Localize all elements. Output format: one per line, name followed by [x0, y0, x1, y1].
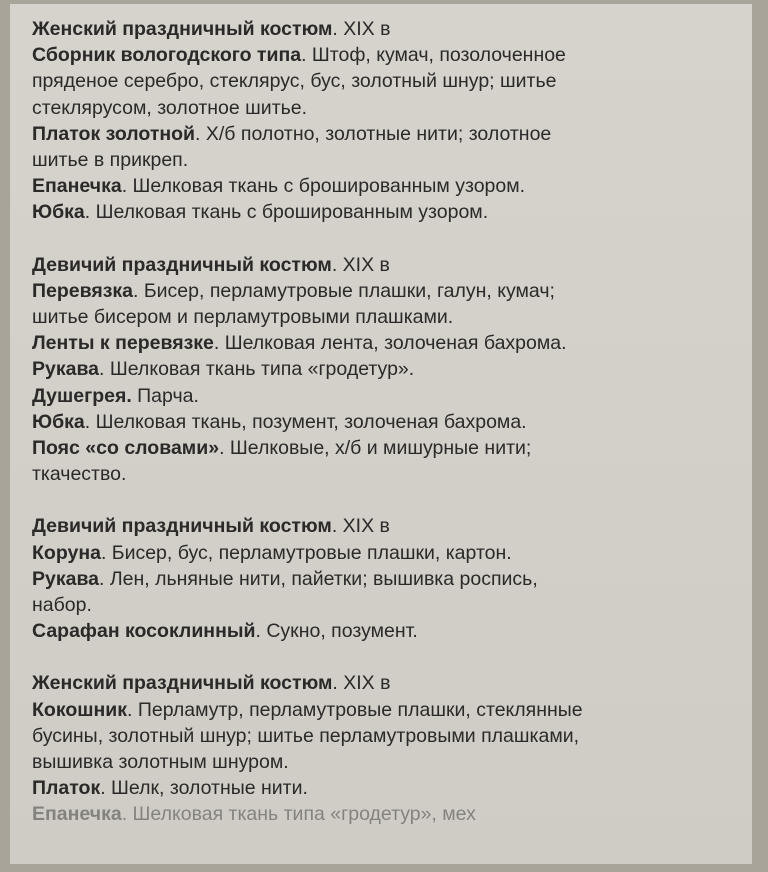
costume-title: Женский праздничный костюм	[32, 18, 333, 40]
costume-group	[32, 252, 738, 488]
item-name: Епанечка	[32, 175, 122, 198]
item-materials: . Шелковые, х/б и мишурные нити;	[219, 437, 532, 460]
item-name: Рукава	[32, 567, 100, 590]
item-line	[32, 199, 738, 225]
costume-group	[32, 16, 738, 226]
item-line	[32, 618, 738, 644]
item-materials: шитье в прикреп.	[32, 149, 189, 172]
item-name: Епанечка	[32, 803, 122, 826]
item-name: Пояс «со словами»	[32, 437, 220, 460]
item-name: Платок	[32, 777, 101, 800]
item-name: Юбка	[32, 410, 85, 433]
item-line	[32, 42, 738, 68]
costume-heading	[32, 252, 738, 278]
item-line	[32, 775, 738, 801]
item-line	[32, 461, 738, 487]
item-line	[32, 278, 738, 304]
item-materials: стеклярусом, золотное шитье.	[32, 96, 308, 119]
costume-heading	[32, 670, 738, 696]
item-name: Душегрея.	[32, 384, 132, 407]
item-line	[32, 697, 738, 723]
costume-heading	[32, 513, 738, 539]
item-materials: вышивка золотным шнуром.	[32, 751, 289, 774]
item-materials: . Шелк, золотные нити.	[100, 777, 308, 800]
item-materials: . Лен, льняные нити, пайетки; вышивка роспись,	[99, 567, 538, 590]
item-materials: . Бисер, бус, перламутровые плашки, картон.	[100, 541, 512, 564]
item-materials: . Шелковая ткань типа «гродетур», мех	[121, 803, 476, 826]
item-materials: бусины, золотный шнур; шитье перламутровыми плашками,	[32, 724, 580, 747]
item-name: Кокошник	[32, 698, 128, 721]
item-line	[32, 147, 738, 173]
costume-century: . XIX в	[331, 253, 390, 276]
item-line	[32, 304, 738, 330]
item-line	[32, 409, 738, 435]
item-materials: . Шелковая лента, золоченая бахрома.	[213, 332, 567, 355]
item-line	[32, 801, 738, 827]
costume-title: Женский праздничный костюм	[32, 672, 333, 695]
item-name: Сарафан косоклинный	[32, 620, 256, 643]
costume-heading	[32, 16, 738, 42]
item-materials: . Шелковая ткань с брошированным узором.	[84, 201, 489, 224]
costume-group	[32, 513, 738, 644]
costume-title: Девичий праздничный костюм	[32, 515, 332, 538]
item-materials: . Х/б полотно, золотные нити; золотное	[195, 122, 552, 145]
item-line	[32, 592, 738, 618]
item-name: Рукава	[32, 358, 100, 381]
item-name: Перевязка	[32, 279, 134, 302]
item-materials: . Шелковая ткань типа «гродетур».	[99, 358, 415, 381]
item-line	[32, 749, 738, 775]
item-name: Ленты к перевязке	[32, 332, 214, 355]
costume-century: . XIX в	[331, 515, 390, 538]
item-line	[32, 68, 738, 94]
item-line	[32, 566, 738, 592]
item-materials: ткачество.	[32, 463, 127, 486]
item-materials: Парча.	[131, 384, 199, 407]
item-materials: . Сукно, позумент.	[255, 620, 418, 643]
item-materials: набор.	[32, 594, 92, 617]
item-line	[32, 121, 738, 147]
item-materials: . Шелковая ткань с брошированным узором.	[121, 175, 526, 198]
item-line	[32, 435, 738, 461]
item-materials: . Шелковая ткань, позумент, золоченая бахрома.	[84, 410, 527, 433]
item-materials: . Перламутр, перламутровые плашки, стеклянные	[127, 698, 583, 721]
item-materials: шитье бисером и перламутровыми плашками.	[32, 306, 454, 329]
item-line	[32, 723, 738, 749]
label-text	[32, 16, 738, 854]
item-line	[32, 95, 738, 121]
costume-group	[32, 670, 738, 827]
item-line	[32, 330, 738, 356]
item-line	[32, 383, 738, 409]
item-name: Сборник вологодского типа	[32, 44, 302, 67]
museum-label-card	[10, 4, 752, 864]
item-materials: . Штоф, кумач, позолоченное	[301, 44, 566, 67]
item-name: Коруна	[32, 541, 101, 564]
item-name: Платок золотной	[32, 122, 196, 145]
item-name: Юбка	[32, 201, 85, 224]
costume-century: . XIX в	[332, 18, 391, 40]
costume-century: . XIX в	[332, 672, 391, 695]
costume-title: Девичий праздничный костюм	[32, 253, 332, 276]
item-line	[32, 540, 738, 566]
item-materials: пряденое серебро, стеклярус, бус, золотный шнур; шитье	[32, 70, 557, 93]
item-line	[32, 173, 738, 199]
item-materials: . Бисер, перламутровые плашки, галун, кумач;	[133, 279, 555, 302]
item-line	[32, 356, 738, 382]
